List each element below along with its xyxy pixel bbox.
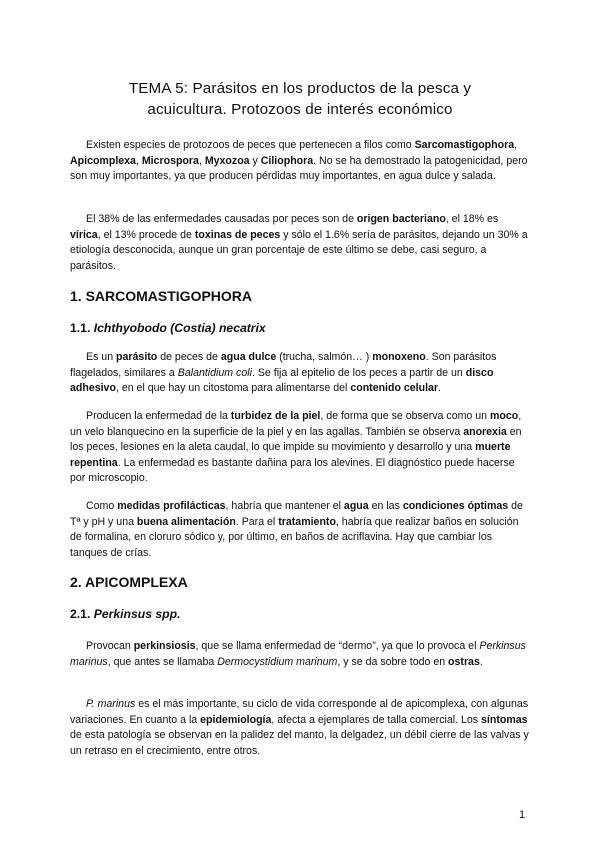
perkinsus-marinus-paragraph: P. marinus es el más importante, su ciclo de vida corresponde al de apicomplexa, con algunas variaciones. En cuanto a la epidemiología, afecta a ejemplares de talla comercial. Los síntomas de esta patología se observan en la palidez del manto, la delgadez, un débil cierre de las valvas y un retraso en el crecimiento, entre otros. [70, 698, 529, 757]
subsection-heading-perkinsus: 2.1. Perkinsus spp. [70, 607, 181, 621]
document-title [70, 78, 530, 120]
page-number: 1 [519, 809, 526, 821]
title-line-1: TEMA 5: Parásitos en los productos de la pesca y [128, 80, 472, 97]
ichthyobodo-description-paragraph: Es un parásito de peces de agua dulce (trucha, salmón… ) monoxeno. Son parásitos flagelados, similares a Balantidium coli. Se fija al epitelio de los peces a partir de un disco adhesivo, en el que hay un citostoma para alimentarse del contenido celular. [70, 351, 497, 395]
intro-paragraph: Existen especies de protozoos de peces que pertenecen a filos como Sarcomastigophora, Apicomplexa, Microspora, Myxozoa y Ciliophora. No se ha demostrado la patogenicidad, pero son muy importantes, ya que producen pérdidas muy importantes, en agua dulce y salada. [70, 139, 528, 183]
ichthyobodo-disease-paragraph: Producen la enfermedad de la turbidez de la piel, de forma que se observa como un moco, un velo blanquecino en la superficie de la piel y en las agallas. También se observa anorexia en los peces, lesiones en la aleta caudal, lo que impide su movimiento y desarrollo y una muerte repentina. La enfermedad es bastante dañina para los alevines. El diagnóstico puede hacerse por microscopio. [70, 410, 522, 485]
section-heading-sarcomastigophora: 1. SARCOMASTIGOPHORA [70, 288, 253, 304]
section-heading-apicomplexa: 2. APICOMPLEXA [70, 574, 188, 590]
statistics-paragraph: El 38% de las enfermedades causadas por peces son de origen bacteriano, el 18% es vírica, el 13% procede de toxinas de peces y sólo el 1.6% sería de parásitos, dejando un 30% a etiología desconocida, aunque un gran porcentaje de este último se debe, casi seguro, a parásitos. [70, 213, 528, 272]
subsection-heading-ichthyobodo: 1.1. Ichthyobodo (Costia) necatrix [70, 321, 266, 335]
title-line-2: acuicultura. Protozoos de interés económico [147, 101, 453, 118]
perkinsus-intro-paragraph: Provocan perkinsiosis, que se llama enfermedad de “dermo”, ya que lo provoca el Perkinsus marinus, que antes se llamaba Dermocystidium marinum, y se da sobre todo en ostras. [70, 640, 526, 668]
ichthyobodo-treatment-paragraph: Como medidas profilácticas, habría que mantener el agua en las condiciones óptimas de Tª y pH y una buena alimentación. Para el tratamiento, habría que realizar baños en solución de formalina, en cloruro sódico y, por último, en baños de acriflavina. Hay que cambiar los tanques de crías. [70, 500, 523, 559]
